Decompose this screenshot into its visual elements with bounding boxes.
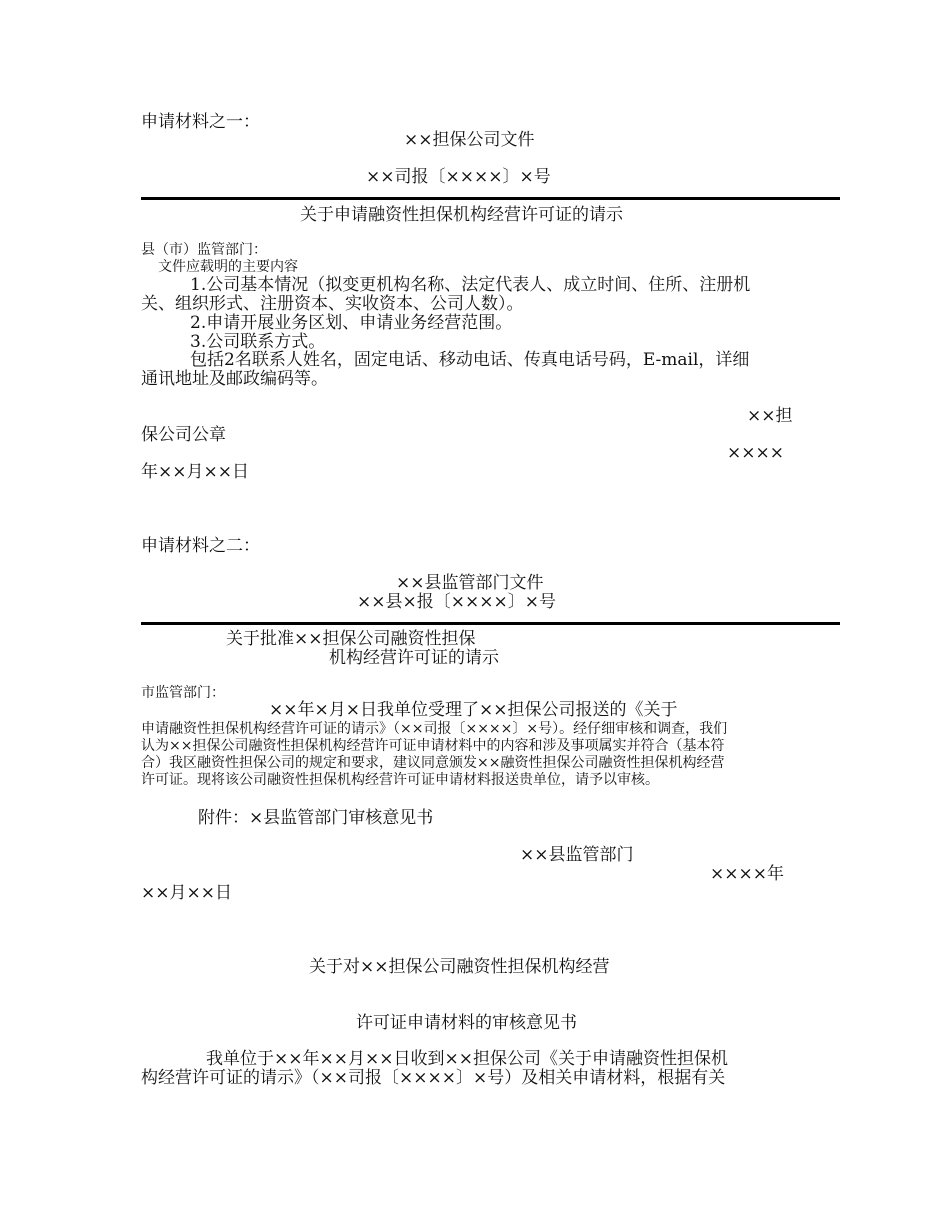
date-line1-2: ××××年 [710,864,784,884]
contact-line1: 包括2名联系人姓名，固定电话、移动电话、传真电话号码，E-mail，详细 [190,350,750,370]
section-label-1: 申请材料之一： [141,112,260,132]
body3-line1: 我单位于××年××月××日收到××担保公司《关于申请融资性担保机 [206,1049,728,1069]
item3: 3.公司联系方式。 [190,332,326,352]
item1-line2: 关、组织形式、注册资本、实收资本、公司人数）。 [141,294,524,314]
doc-number-1: ××司报〔××××〕×号 [366,167,551,187]
date-line2-2: ××月××日 [141,883,232,903]
org-header-2: ××县监管部门文件 [396,573,544,593]
doc-title-3-line1: 关于对××担保公司融资性担保机构经营 [309,957,610,977]
doc-number-2: ××县×报〔××××〕×号 [357,592,556,612]
section-label-2: 申请材料之二： [141,536,260,556]
attachment-note: 附件：×县监管部门审核意见书 [198,808,434,828]
addressee-1: 县（市）监管部门： [141,242,267,258]
header-rule-1 [141,197,840,200]
addressee-2: 市监管部门： [141,685,225,701]
header-rule-2 [141,622,840,625]
item2: 2.申请开展业务区划、申请业务经营范围。 [190,313,513,333]
contact-line2: 通讯地址及邮政编码等。 [141,369,328,389]
seal-line2: 保公司公章 [141,425,226,445]
org-header-1: ××担保公司文件 [404,130,535,150]
intro-1: 文件应载明的主要内容 [158,259,298,275]
seal-line1: ××担 [747,406,793,426]
date-line2-1: 年××月××日 [141,462,249,482]
body2-line3: 认为××担保公司融资性担保机构经营许可证申请材料中的内容和涉及事项属实并符合（基本符 [141,738,725,754]
body3-line2: 构经营许可证的请示》（××司报〔××××〕×号）及相关申请材料，根据有关 [141,1068,726,1088]
body2-line2: 申请融资性担保机构经营许可证的请示》（××司报〔××××〕×号）。经仔细审核和调查，我们 [141,721,728,737]
doc-title-3-line2: 许可证申请材料的审核意见书 [356,1013,577,1033]
doc-title-1: 关于申请融资性担保机构经营许可证的请示 [300,205,623,225]
doc-title-2-line1: 关于批准××担保公司融资性担保 [226,629,476,649]
body2-line5: 许可证。现将该公司融资性担保机构经营许可证申请材料报送贵单位，请予以审核。 [141,772,659,788]
date-line1-1: ×××× [727,443,784,463]
body2-line1: ××年×月×日我单位受理了××担保公司报送的《关于 [269,700,678,720]
signature-2: ××县监管部门 [520,845,634,865]
body2-line4: 合）我区融资性担保公司的规定和要求，建议同意颁发××融资性担保公司融资性担保机构经营 [141,755,725,771]
item1-line1: 1.公司基本情况（拟变更机构名称、法定代表人、成立时间、住所、注册机 [190,275,751,295]
doc-title-2-line2: 机构经营许可证的请示 [329,648,499,668]
